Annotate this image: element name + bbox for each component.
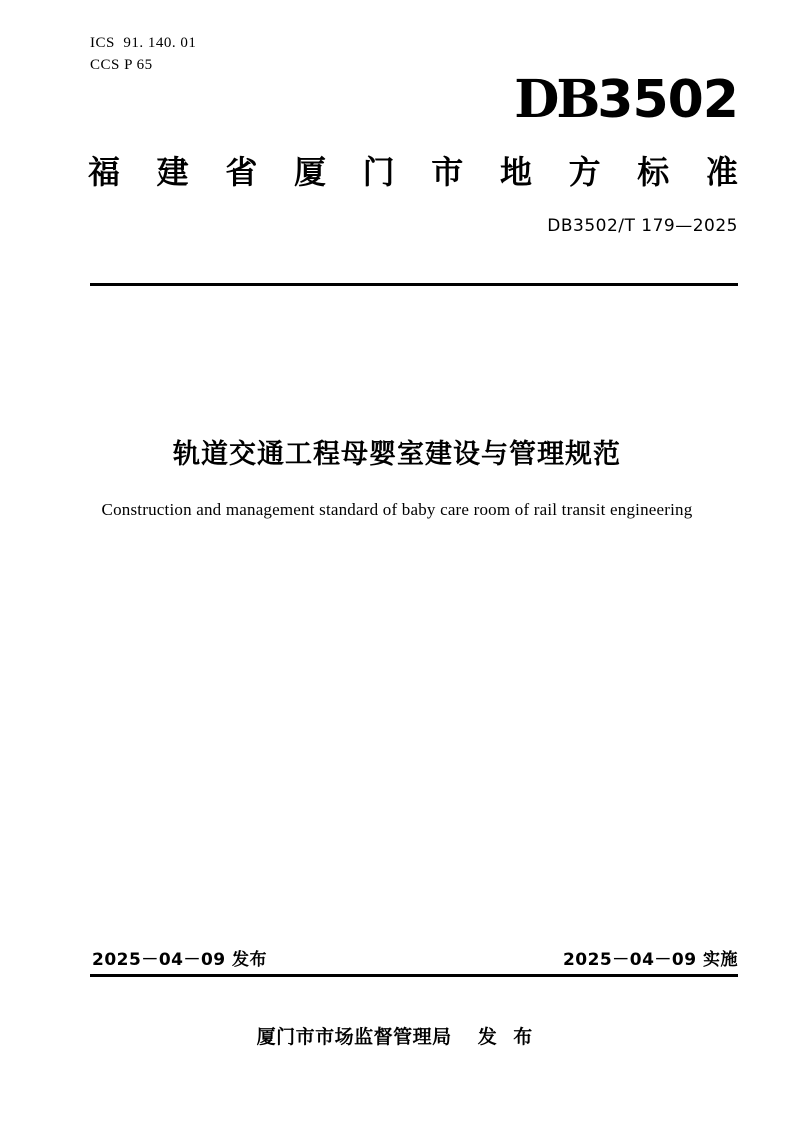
db-digits: 3502 [597, 70, 738, 130]
province-standard-title [88, 147, 738, 193]
issue-date: 2025－04－09 发布 [92, 950, 268, 970]
province-title-char: 省 [225, 153, 258, 191]
province-title-char: 建 [156, 153, 189, 191]
footer-divider [90, 974, 738, 977]
document-title-english: Construction and management standard of baby care room of rail transit engineering [101, 500, 693, 519]
db-number [514, 69, 738, 130]
province-title-char: 标 [637, 153, 670, 191]
province-title-char: 准 [705, 153, 738, 191]
document-title-chinese: 轨道交通工程母婴室建设与管理规范 [173, 439, 621, 470]
province-title-char: 市 [431, 153, 464, 191]
province-title-char: 地 [499, 153, 532, 191]
db-prefix: DB [514, 69, 598, 130]
implementation-date: 2025－04－09 实施 [562, 950, 738, 970]
publisher-line [0, 1022, 794, 1049]
ccs-code: CCS P 65 [90, 57, 153, 73]
province-title-char: 门 [362, 153, 395, 191]
header-divider [90, 283, 738, 286]
classification-codes [90, 32, 196, 76]
province-title-char: 厦 [293, 153, 326, 191]
province-title-char: 福 [88, 153, 121, 191]
province-title-char: 方 [568, 153, 601, 191]
publisher-action: 发 布 [477, 1026, 538, 1048]
ics-code: ICS 91. 140. 01 [90, 35, 197, 51]
publisher-organization: 厦门市市场监督管理局 [256, 1026, 452, 1048]
standard-number: DB3502/T 179—2025 [547, 216, 738, 236]
